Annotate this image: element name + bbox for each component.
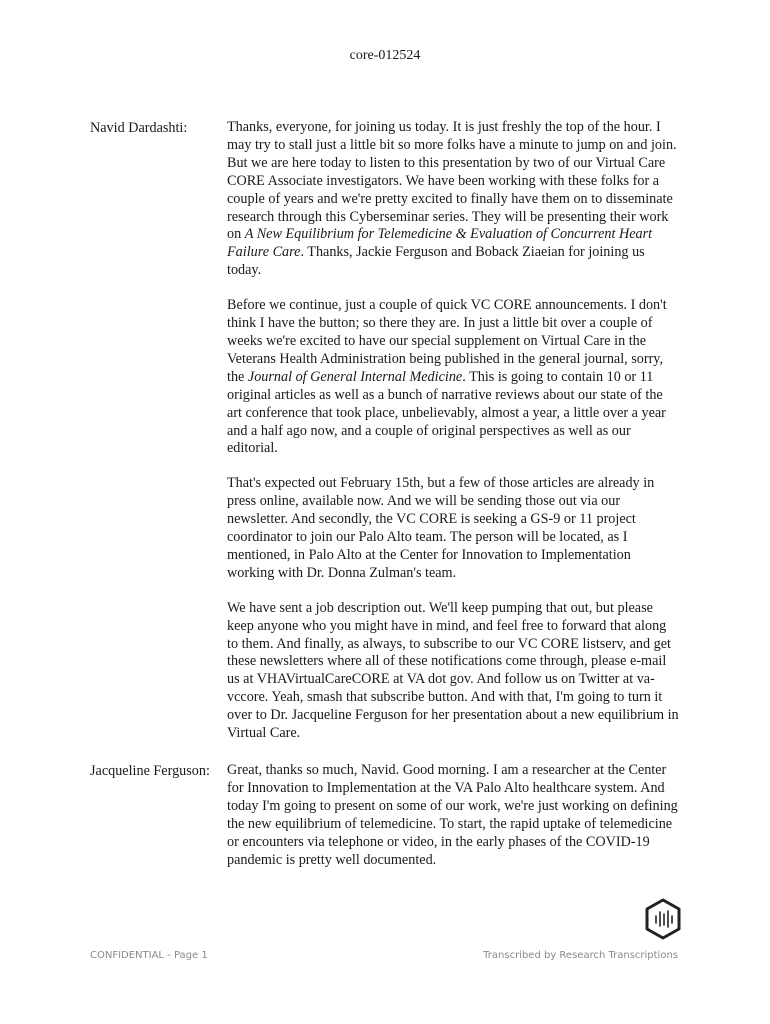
- text-run: Before we continue, just a couple of quick VC CORE announcements. I don't think I have the button; so there they are. In just a little bit over a couple of weeks we're excited to have our special supplement on Virtual Care in the Veterans Health Administration being published in the general journal, sorry, the: [227, 297, 667, 385]
- italic-title: Journal of General Internal Medicine: [247, 368, 463, 385]
- footer-confidential: CONFIDENTIAL - Page 1: [90, 950, 208, 961]
- text-run: . This is going to contain 10 or 11 original articles as well as a bunch of narrative reviews about our state of the art conference that took place, unbelievably, almost a year, a little over a year and a half ago now, and a couple of original perspectives as well as our editorial.: [227, 368, 666, 457]
- text-run: Great, thanks so much, Navid. Good morning. I am a researcher at the Center for Innovation to Implementation at the VA Palo Alto healthcare system. And today I'm going to present on some of our work, we're just working on defining the new equilibrium of telemedicine. To start, the rapid uptake of telemedicine or encounters via telephone or video, in the early phases of the COVID-19 pandemic is pretty well documented.: [227, 762, 678, 868]
- text-run: We have sent a job description out. We'll keep pumping that out, but please keep anyone who you might have in mind, and feel free to forward that along to them. And finally, as always, to subscribe to our VC CORE listserv, and get these newsletters where all of these notifications come through, please e-mail us at VHAVirtualCareCORE at VA dot gov. And follow us on Twitter at va-vccore. Yeah, smash that subscribe button. And with that, I'm going to turn it over to Dr. Jacqueline Ferguson for her presentation about a new equilibrium in Virtual Care.: [227, 599, 679, 742]
- speaker-name: Jacqueline Ferguson:: [90, 763, 210, 779]
- text-run: Thanks, everyone, for joining us today. It is just freshly the top of the hour. I may try to stall just a little bit so more folks have a minute to jump on and join. But we are here today to listen to this presentation by two of our Virtual Care CORE Associate investigators. We have been working with these folks for a couple of years and we're pretty excited to finally have them on to disseminate research through this Cyberseminar series. They will be presenting their work on: [227, 119, 677, 243]
- document-header: core-012524: [349, 48, 421, 63]
- italic-title: A New Equilibrium for Telemedicine & Evaluation of Concurrent Heart Failure Care: [227, 226, 653, 261]
- footer-transcriber: Transcribed by Research Transcriptions: [483, 950, 678, 961]
- speaker-remarks: [227, 119, 679, 743]
- transcript-paragraph: [227, 762, 679, 869]
- text-run: . Thanks, Jackie Ferguson and Boback Ziaeian for joining us today.: [227, 244, 645, 279]
- speaker-remarks: [227, 762, 679, 869]
- transcript-paragraph: [227, 297, 679, 458]
- hexagon-soundwave-logo-icon: [644, 898, 682, 940]
- transcript-paragraph: [227, 119, 679, 280]
- speaker-name: Navid Dardashti:: [90, 120, 188, 136]
- transcript-paragraph: [227, 475, 679, 582]
- text-run: That's expected out February 15th, but a few of those articles are already in press online, available now. And we will be sending those out via our newsletter. And secondly, the VC CORE is seeking a GS-9 or 11 project coordinator to join our Palo Alto team. The person will be located, as I mentioned, in Palo Alto at the Center for Innovation to Implementation working with Dr. Donna Zulman's team.: [227, 475, 655, 581]
- transcript-paragraph: [227, 600, 679, 743]
